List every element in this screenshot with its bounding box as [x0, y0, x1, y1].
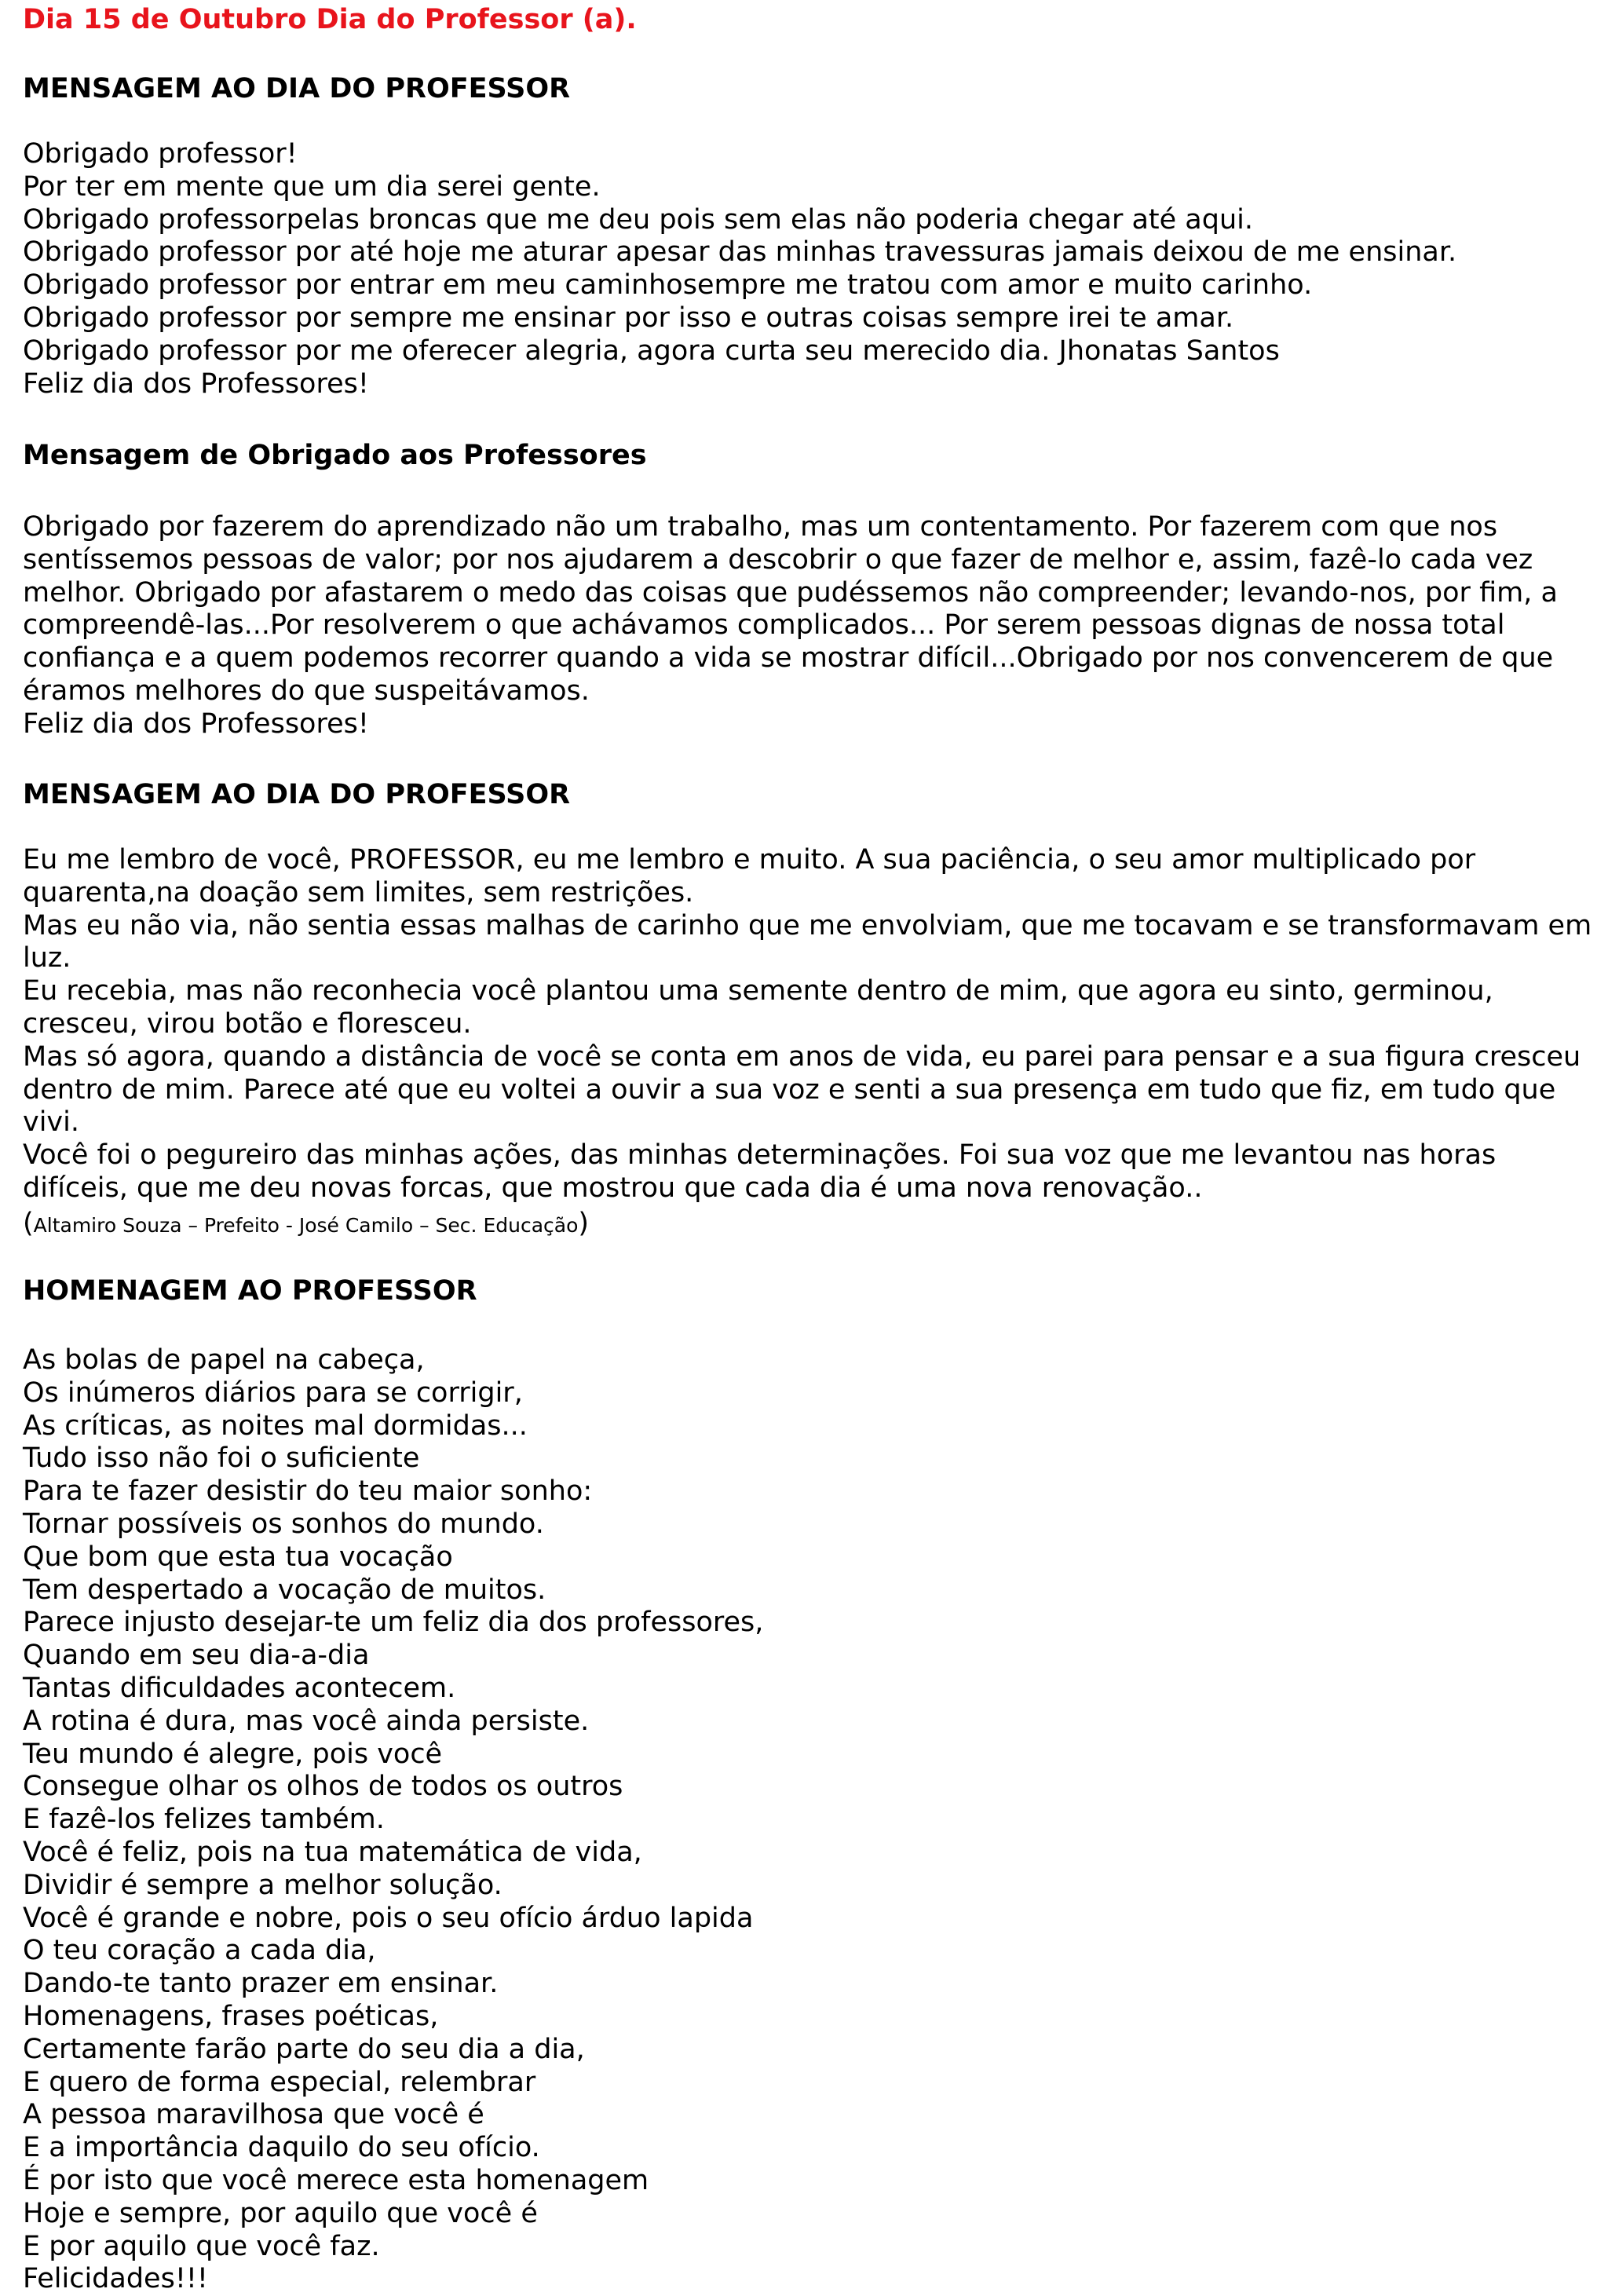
- poem-line: Os inúmeros diários para se corrigir,: [23, 1377, 523, 1409]
- text-line: Obrigado professorpelas broncas que me deu pois sem elas não poderia chegar até aqui.: [23, 203, 1253, 236]
- text-line: Eu recebia, mas não reconhecia você plantou uma semente dentro de mim, que agora eu sinto, germinou,: [23, 975, 1493, 1007]
- poem-line: Você é feliz, pois na tua matemática de vida,: [23, 1836, 642, 1868]
- section-heading: MENSAGEM AO DIA DO PROFESSOR: [23, 73, 571, 104]
- poem-line: E fazê-los felizes também.: [23, 1804, 385, 1836]
- text-line: melhor. Obrigado por afastarem o medo das coisas que pudéssemos não compreender; levando-nos, por fim, a: [23, 576, 1558, 609]
- poem-line: É por isto que você merece esta homenagem: [23, 2164, 649, 2196]
- text-line: cresceu, virou botão e floresceu.: [23, 1007, 472, 1040]
- poem-line: Quando em seu dia-a-dia: [23, 1640, 370, 1672]
- poem-line: A pessoa maravilhosa que você é: [23, 2099, 484, 2131]
- poem-line: Tantas dificuldades acontecem.: [23, 1672, 456, 1704]
- poem-line: Dando-te tanto prazer em ensinar.: [23, 1968, 499, 2000]
- poem-line: E a importância daquilo do seu ofício.: [23, 2132, 540, 2164]
- poem-line: Parece injusto desejar-te um feliz dia dos professores,: [23, 1607, 764, 1639]
- poem-line: Dividir é sempre a melhor solução.: [23, 1869, 502, 1901]
- text-line: quarenta,na doação sem limites, sem restrições.: [23, 876, 694, 909]
- citation: (Altamiro Souza – Prefeito - José Camilo – Sec. Educação): [23, 1208, 590, 1239]
- poem-line: Felicidades!!!: [23, 2263, 208, 2295]
- text-line: Eu me lembro de você, PROFESSOR, eu me lembro e muito. A sua paciência, o seu amor multiplicado por: [23, 844, 1476, 876]
- citation-text: Altamiro Souza – Prefeito - José Camilo – Sec. Educação: [33, 1214, 579, 1237]
- poem-line: Consegue olhar os olhos de todos os outros: [23, 1771, 623, 1803]
- text-line: sentíssemos pessoas de valor; por nos ajudarem a descobrir o que fazer de melhor e, assim, fazê-lo cada vez: [23, 543, 1533, 576]
- text-line: Feliz dia dos Professores!: [23, 707, 369, 740]
- poem-line: Tudo isso não foi o suficiente: [23, 1442, 420, 1475]
- text-line: Feliz dia dos Professores!: [23, 367, 369, 400]
- text-line: Por ter em mente que um dia serei gente.: [23, 170, 601, 203]
- text-line: confiança e a quem podemos recorrer quando a vida se mostrar difícil...Obrigado por nos convencerem de que: [23, 642, 1554, 675]
- poem-line: As bolas de papel na cabeça,: [23, 1344, 425, 1376]
- text-line: Mas eu não via, não sentia essas malhas de carinho que me envolviam, que me tocavam e se transformavam em: [23, 909, 1592, 941]
- text-line: Obrigado professor por sempre me ensinar por isso e outras coisas sempre irei te amar.: [23, 302, 1234, 334]
- section-body: [23, 511, 1585, 741]
- poem-line: A rotina é dura, mas você ainda persiste.: [23, 1705, 590, 1737]
- poem-line: O teu coração a cada dia,: [23, 1935, 376, 1967]
- section-heading: Mensagem de Obrigado aos Professores: [23, 440, 647, 471]
- text-line: vivi.: [23, 1106, 79, 1139]
- poem-line: Tem despertado a vocação de muitos.: [23, 1574, 546, 1606]
- text-line: Obrigado professor!: [23, 138, 298, 170]
- poem-line: Homenagens, frases poéticas,: [23, 2000, 439, 2032]
- section-body: [23, 138, 1585, 400]
- poem-line: Certamente farão parte do seu dia a dia,: [23, 2033, 585, 2065]
- poem-line: E por aquilo que você faz.: [23, 2230, 380, 2262]
- text-line: Obrigado professor por me oferecer alegria, agora curta seu merecido dia. Jhonatas Santos: [23, 335, 1280, 367]
- poem-line: Teu mundo é alegre, pois você: [23, 1738, 443, 1770]
- text-line: Mas só agora, quando a distância de você se conta em anos de vida, eu parei para pensar e a sua figura cresceu: [23, 1040, 1581, 1073]
- section-heading: HOMENAGEM AO PROFESSOR: [23, 1275, 477, 1307]
- poem-line: Hoje e sempre, por aquilo que você é: [23, 2197, 538, 2229]
- section-heading: MENSAGEM AO DIA DO PROFESSOR: [23, 779, 571, 810]
- poem-line: Para te fazer desistir do teu maior sonho:: [23, 1475, 593, 1508]
- poem-line: E quero de forma especial, relembrar: [23, 2066, 536, 2098]
- text-line: Obrigado professor por até hoje me aturar apesar das minhas travessuras jamais deixou de me ensinar.: [23, 236, 1457, 269]
- poem-line: Você é grande e nobre, pois o seu ofício árduo lapida: [23, 1902, 754, 1934]
- text-line: Obrigado por fazerem do aprendizado não um trabalho, mas um contentamento. Por fazerem com que nos: [23, 511, 1498, 543]
- text-line: Você foi o pegureiro das minhas ações, das minhas determinações. Foi sua voz que me levantou nas horas: [23, 1139, 1497, 1172]
- text-line: Obrigado professor por entrar em meu caminhosempre me tratou com amor e muito carinho.: [23, 269, 1313, 302]
- document-title: Dia 15 de Outubro Dia do Professor (a).: [23, 4, 637, 35]
- text-line: luz.: [23, 942, 71, 974]
- poem-line: Que bom que esta tua vocação: [23, 1541, 453, 1573]
- text-line: dentro de mim. Parece até que eu voltei a ouvir a sua voz e senti a sua presença em tudo que fiz, em tudo que: [23, 1073, 1556, 1106]
- text-line: difíceis, que me deu novas forcas, que mostrou que cada dia é uma nova renovação..: [23, 1172, 1203, 1204]
- text-line: éramos melhores do que suspeitávamos.: [23, 675, 590, 707]
- text-line: compreendê-las...Por resolverem o que achávamos complicados... Por serem pessoas dignas de nossa total: [23, 609, 1505, 642]
- poem-body: [23, 1344, 1585, 2296]
- poem-line: As críticas, as noites mal dormidas...: [23, 1409, 528, 1442]
- poem-line: Tornar possíveis os sonhos do mundo.: [23, 1508, 544, 1540]
- section-body: [23, 844, 1592, 1205]
